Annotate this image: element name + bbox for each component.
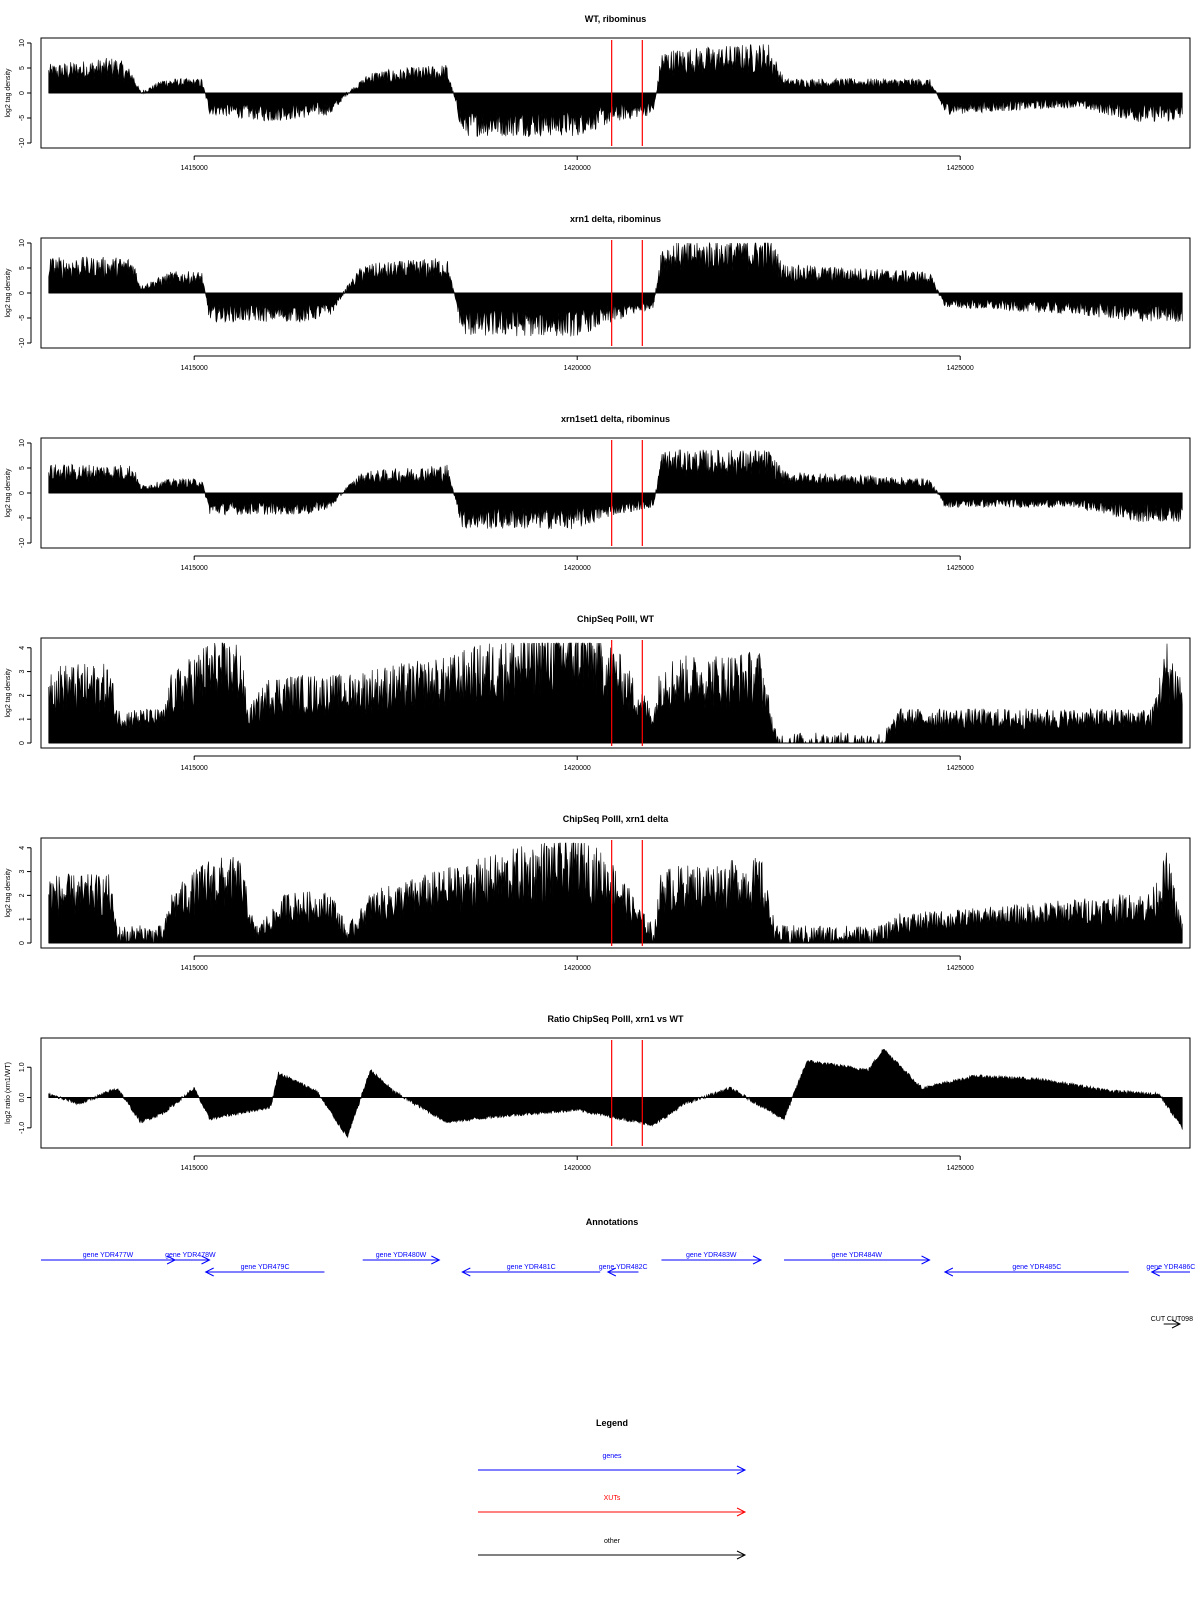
- legend-label: other: [604, 1538, 620, 1545]
- panel-title: xrn1 delta, ribominus: [569, 214, 662, 224]
- x-tick-label: 1420000: [563, 765, 591, 772]
- y-tick-label: 0: [19, 941, 26, 945]
- legend-label: genes: [602, 1453, 622, 1460]
- y-tick-label: 0: [19, 741, 26, 745]
- y-tick-label: 10: [19, 39, 26, 47]
- x-tick-label: 1425000: [946, 365, 974, 372]
- gene-annotation: [206, 1264, 325, 1276]
- panel-4: [5, 614, 1190, 772]
- x-tick-label: 1425000: [946, 765, 974, 772]
- gene-label: gene YDR484W: [831, 1252, 883, 1259]
- x-tick-label: 1415000: [180, 365, 208, 372]
- y-tick-label: 0: [19, 291, 26, 295]
- y-tick-label: -10: [19, 537, 26, 549]
- x-tick-label: 1425000: [946, 165, 974, 172]
- signal-area: [49, 643, 1183, 743]
- y-tick-label: -10: [19, 337, 26, 349]
- signal-area: [49, 243, 1183, 336]
- legend-label: XUTs: [603, 1495, 621, 1502]
- panel-title: Ratio ChipSeq PolII, xrn1 vs WT: [547, 1014, 684, 1024]
- x-tick-label: 1425000: [946, 565, 974, 572]
- gene-label: gene YDR486C: [1146, 1264, 1196, 1271]
- panel-title: WT, ribominus: [584, 14, 647, 24]
- x-tick-label: 1425000: [946, 965, 974, 972]
- panel-2: [5, 214, 1190, 372]
- y-tick-label: 1: [19, 917, 26, 922]
- y-tick-label: 3: [19, 869, 26, 874]
- x-tick-label: 1420000: [563, 565, 591, 572]
- y-axis-label: log2 tag density: [5, 68, 12, 118]
- x-tick-label: 1425000: [946, 1165, 974, 1172]
- gene-annotation: [599, 1264, 648, 1276]
- y-tick-label: 0: [19, 491, 26, 495]
- y-tick-label: -5: [19, 114, 26, 122]
- y-tick-label: 2: [19, 893, 26, 898]
- y-tick-label: 1: [19, 717, 26, 722]
- y-tick-label: -5: [19, 314, 26, 322]
- legend-title: Legend: [595, 1418, 629, 1428]
- y-tick-label: 10: [19, 239, 26, 247]
- x-tick-label: 1420000: [563, 365, 591, 372]
- x-tick-label: 1420000: [563, 165, 591, 172]
- panel-title: xrn1set1 delta, ribominus: [560, 414, 671, 424]
- y-axis-label: log2 tag density: [5, 468, 12, 518]
- y-tick-label: -1.0: [19, 1121, 26, 1134]
- other-annotation: [1151, 1316, 1193, 1328]
- y-tick-label: 2: [19, 693, 26, 698]
- x-tick-label: 1420000: [563, 965, 591, 972]
- y-tick-label: 5: [19, 66, 26, 70]
- panel-6: [5, 1014, 1190, 1172]
- gene-annotation: [1146, 1264, 1195, 1276]
- legend-panel: [478, 1418, 745, 1559]
- panel-5: [5, 814, 1190, 972]
- legend-item: [478, 1453, 745, 1474]
- x-tick-label: 1415000: [180, 965, 208, 972]
- y-tick-label: 5: [19, 466, 26, 470]
- x-tick-label: 1415000: [180, 1165, 208, 1172]
- gene-annotation: [661, 1252, 761, 1264]
- gene-annotation: [945, 1264, 1129, 1276]
- annotations-panel: [41, 1217, 1195, 1328]
- y-tick-label: 4: [19, 845, 26, 850]
- y-tick-label: -10: [19, 137, 26, 149]
- gene-annotation: [363, 1252, 440, 1264]
- y-tick-label: 0.0: [19, 1092, 26, 1103]
- y-axis-label: log2 tag density: [5, 668, 12, 718]
- gene-label: gene YDR482C: [598, 1264, 648, 1271]
- gene-annotation: [165, 1252, 216, 1264]
- legend-item: [478, 1538, 745, 1559]
- y-tick-label: 3: [19, 669, 26, 674]
- gene-annotation: [784, 1252, 930, 1264]
- x-tick-label: 1415000: [180, 165, 208, 172]
- panel-title: ChipSeq PolII, xrn1 delta: [562, 814, 669, 824]
- gene-label: gene YDR478W: [165, 1252, 216, 1259]
- other-label: CUT CUT098: [1150, 1316, 1193, 1323]
- panel-1: [5, 14, 1190, 172]
- y-tick-label: 0: [19, 91, 26, 95]
- legend-item: [478, 1495, 745, 1516]
- y-axis-label: log2 tag density: [5, 268, 12, 318]
- gene-label: gene YDR485C: [1012, 1264, 1062, 1271]
- gene-label: gene YDR477W: [82, 1252, 134, 1259]
- gene-label: gene YDR481C: [506, 1264, 556, 1271]
- y-tick-label: 4: [19, 645, 26, 650]
- x-tick-label: 1415000: [180, 565, 208, 572]
- gene-annotation: [462, 1264, 600, 1276]
- y-tick-label: 5: [19, 266, 26, 270]
- signal-area: [49, 843, 1183, 943]
- gene-label: gene YDR480W: [375, 1252, 427, 1259]
- gene-label: gene YDR483W: [686, 1252, 737, 1259]
- y-tick-label: 10: [19, 439, 26, 447]
- panel-3: [5, 414, 1190, 572]
- y-tick-label: -5: [19, 514, 26, 522]
- signal-area: [49, 1049, 1183, 1137]
- y-tick-label: 1.0: [19, 1062, 26, 1073]
- x-tick-label: 1415000: [180, 765, 208, 772]
- signal-area: [49, 44, 1183, 136]
- gene-annotation: [41, 1252, 175, 1264]
- signal-area: [49, 450, 1183, 529]
- annotations-title: Annotations: [585, 1217, 639, 1227]
- gene-label: gene YDR479C: [240, 1264, 290, 1271]
- x-tick-label: 1420000: [563, 1165, 591, 1172]
- y-axis-label: log2 ratio (xrn1/WT): [5, 1062, 12, 1124]
- y-axis-label: log2 tag density: [5, 868, 12, 918]
- panel-title: ChipSeq PolII, WT: [577, 614, 654, 624]
